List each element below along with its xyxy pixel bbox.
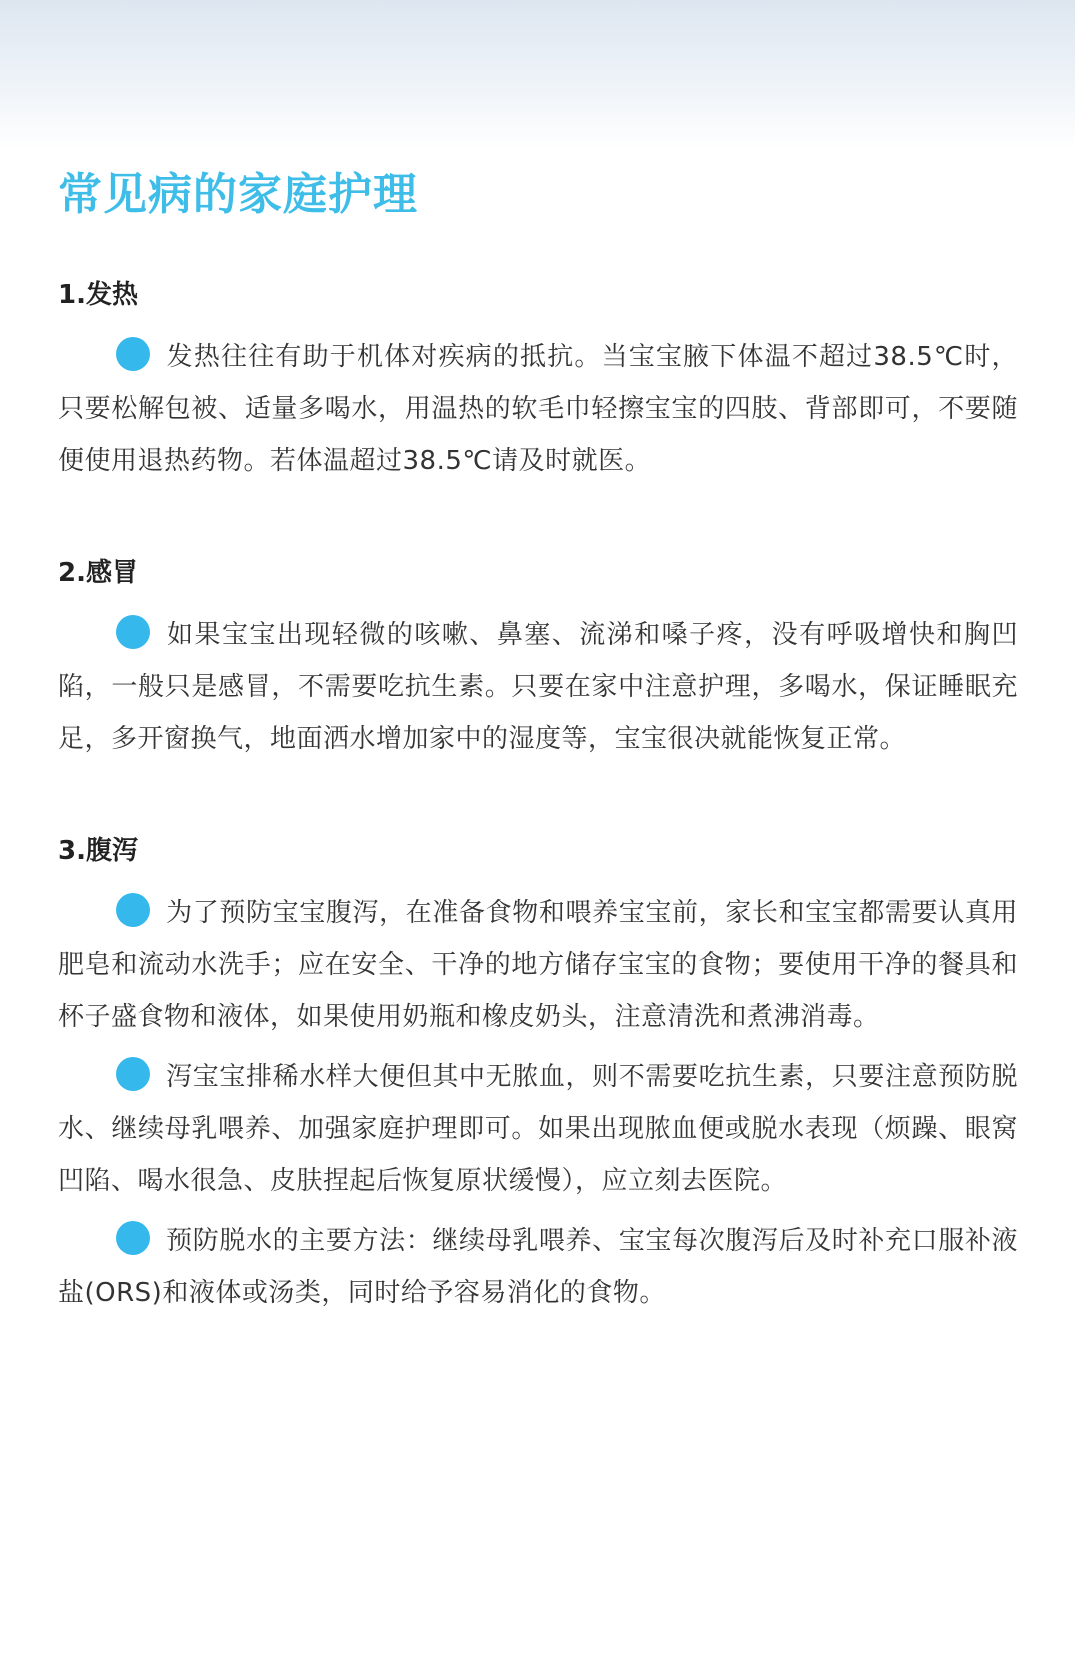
section-heading-diarrhea: 3.腹泻 bbox=[58, 836, 138, 866]
section-cold-paragraph bbox=[58, 609, 1018, 765]
article-content bbox=[58, 165, 1018, 1319]
header-gradient-band bbox=[0, 0, 1075, 150]
bullet-dot-icon bbox=[116, 337, 150, 371]
section-heading-fever: 1.发热 bbox=[58, 280, 138, 310]
section-fever-paragraph bbox=[58, 331, 1018, 487]
section-heading-cold: 2.感冒 bbox=[58, 558, 138, 588]
page-title: 常见病的家庭护理 bbox=[58, 169, 418, 220]
section-diarrhea-paragraph-dehydration bbox=[58, 1215, 1018, 1319]
paragraph-text: 发热往往有助于机体对疾病的抵抗。当宝宝腋下体温不超过38.5℃时，只要松解包被、适量多喝水，用温热的软毛巾轻擦宝宝的四肢、背部即可，不要随便使用退热药物。若体温超过38.5℃请及时就医。 bbox=[58, 342, 1018, 476]
bullet-dot-icon bbox=[116, 1221, 150, 1255]
section-fever bbox=[58, 277, 1018, 487]
paragraph-text: 泻宝宝排稀水样大便但其中无脓血，则不需要吃抗生素，只要注意预防脱水、继续母乳喂养、加强家庭护理即可。如果出现脓血便或脱水表现（烦躁、眼窝凹陷、喝水很急、皮肤捏起后恢复原状缓慢），应立刻去医院。 bbox=[58, 1062, 1018, 1196]
bullet-dot-icon bbox=[116, 615, 150, 649]
section-diarrhea-paragraph-prevention bbox=[58, 887, 1018, 1043]
paragraph-text: 为了预防宝宝腹泻，在准备食物和喂养宝宝前，家长和宝宝都需要认真用肥皂和流动水洗手；应在安全、干净的地方储存宝宝的食物；要使用干净的餐具和杯子盛食物和液体，如果使用奶瓶和橡皮奶头，注意清洗和煮沸消毒。 bbox=[58, 898, 1018, 1032]
bullet-dot-icon bbox=[116, 1057, 150, 1091]
paragraph-text: 如果宝宝出现轻微的咳嗽、鼻塞、流涕和嗓子疼，没有呼吸增快和胸凹陷，一般只是感冒，不需要吃抗生素。只要在家中注意护理，多喝水，保证睡眠充足，多开窗换气，地面洒水增加家中的湿度等，宝宝很决就能恢复正常。 bbox=[58, 620, 1018, 754]
section-diarrhea-paragraph-care bbox=[58, 1051, 1018, 1207]
section-cold bbox=[58, 555, 1018, 765]
section-diarrhea bbox=[58, 833, 1018, 1319]
paragraph-text: 预防脱水的主要方法：继续母乳喂养、宝宝每次腹泻后及时补充口服补液盐(ORS)和液体或汤类，同时给予容易消化的食物。 bbox=[58, 1226, 1018, 1308]
bullet-dot-icon bbox=[116, 893, 150, 927]
